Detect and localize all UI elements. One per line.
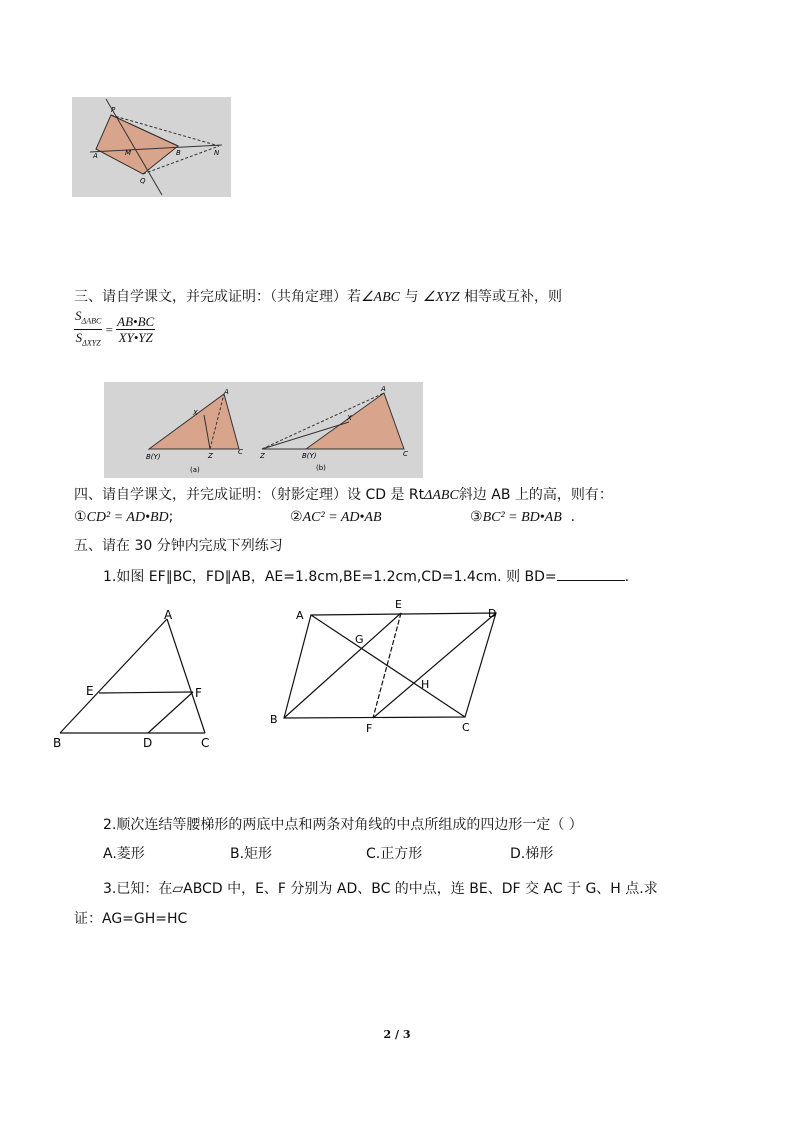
frac1-num: S bbox=[75, 308, 82, 323]
label-by-a: B(Y) bbox=[146, 453, 161, 461]
label-a: A bbox=[93, 152, 98, 160]
formula-2: AC² = AD•AB bbox=[302, 510, 382, 525]
figure-triangle-ef-fd bbox=[50, 606, 230, 750]
label-c: C bbox=[462, 721, 470, 734]
triangle-a bbox=[149, 394, 239, 449]
figure-quadrilateral-svg bbox=[72, 97, 231, 197]
parallelogram-abcd bbox=[284, 613, 496, 718]
figure-parallelogram bbox=[266, 596, 506, 740]
segment-fd bbox=[373, 613, 496, 718]
diagonal-ac bbox=[311, 615, 465, 717]
section4-text: 四、请自学课文，并完成证明：（射影定理）设 CD 是 Rt bbox=[74, 487, 425, 503]
label-q: Q bbox=[140, 177, 146, 185]
label-n: N bbox=[214, 149, 220, 157]
label-z-a: Z bbox=[208, 452, 213, 460]
label-a: A bbox=[164, 608, 173, 622]
item3-num: ③ bbox=[470, 509, 483, 525]
angle-abc: ∠ABC bbox=[361, 290, 400, 305]
label-d: D bbox=[143, 736, 153, 750]
frac1-den: S bbox=[75, 329, 83, 345]
question-3-line1: 3.已知：在▱ABCD 中，E、F 分别为 AD、BC 的中点，连 BE、DF 交 AC 于 G、H 点.求 bbox=[103, 881, 658, 897]
label-z-b: Z bbox=[260, 452, 265, 460]
question-2: 2.顺次连结等腰梯形的两底中点和两条对角线的中点所组成的四边形一定（ ） bbox=[103, 817, 583, 833]
item1-sep: ; bbox=[168, 509, 174, 525]
figure-shared-angle-svg bbox=[104, 382, 423, 478]
triangle-b bbox=[306, 393, 404, 449]
option-b[interactable]: B.矩形 bbox=[230, 846, 273, 862]
item1-num: ① bbox=[74, 509, 87, 525]
caption-a: (a) bbox=[190, 466, 200, 474]
section3-line bbox=[74, 288, 562, 307]
label-f: F bbox=[195, 686, 202, 700]
side-ab bbox=[60, 619, 167, 733]
label-b: B bbox=[53, 736, 62, 750]
figure-shared-angle-photo bbox=[104, 382, 423, 478]
right-triangle-abc: ΔABC bbox=[424, 488, 459, 503]
option-a[interactable]: A.菱形 bbox=[103, 846, 145, 862]
question-1-text: 1.如图 EF∥BC，FD∥AB，AE=1.8cm,BE=1.2cm,CD=1.4cm. 则 BD= bbox=[103, 569, 557, 585]
area-ratio-fraction bbox=[74, 309, 102, 351]
sides-ratio-fraction bbox=[116, 315, 155, 346]
label-h: H bbox=[421, 678, 430, 691]
quadrilateral-shape bbox=[96, 115, 178, 174]
answer-blank[interactable] bbox=[557, 566, 625, 581]
section4-text2: 斜边 AB 上的高，则有： bbox=[458, 487, 613, 503]
section4-line bbox=[74, 486, 613, 505]
figure-quadrilateral-photo bbox=[72, 97, 231, 197]
item3-end: . bbox=[570, 509, 576, 525]
label-p: P bbox=[111, 106, 116, 114]
item2-num: ② bbox=[290, 509, 303, 525]
page-number: 2 / 3 bbox=[383, 1028, 411, 1041]
section5-title: 五、请在 30 分钟内完成下列练习 bbox=[74, 538, 283, 554]
formula-3: BC² = BD•AB bbox=[482, 510, 562, 525]
label-a-b: A bbox=[381, 385, 386, 393]
label-e: E bbox=[86, 684, 94, 698]
label-c: C bbox=[201, 736, 210, 750]
section3-connector: 与 bbox=[404, 289, 419, 305]
formula-3-wrap bbox=[470, 508, 575, 527]
label-x-a: X bbox=[193, 409, 198, 417]
question-2-options bbox=[103, 845, 663, 863]
shared-angle-formula bbox=[74, 309, 155, 351]
question-3-line2: 证：AG=GH=HC bbox=[74, 911, 188, 927]
frac2-num: AB•BC bbox=[117, 313, 155, 329]
section3-text-after: 相等或互补，则 bbox=[464, 289, 563, 305]
frac2-den: XY•YZ bbox=[118, 329, 153, 345]
side-ac bbox=[167, 619, 205, 733]
label-a: A bbox=[296, 609, 304, 622]
formula-equals: = bbox=[105, 322, 113, 338]
question-1 bbox=[103, 566, 629, 586]
label-e: E bbox=[395, 598, 402, 611]
formula-1: CD² = AD•BD bbox=[86, 510, 169, 525]
segment-be bbox=[284, 613, 401, 718]
formula-2-wrap bbox=[290, 508, 382, 527]
label-d: D bbox=[488, 607, 497, 620]
label-m: M bbox=[125, 149, 132, 157]
frac1-num-sub: ΔABC bbox=[81, 316, 102, 326]
label-a-a: A bbox=[224, 388, 229, 396]
section3-text-before: 三、请自学课文，并完成证明：（共角定理）若 bbox=[74, 289, 361, 305]
label-by-b: B(Y) bbox=[302, 452, 317, 460]
segment-ef bbox=[99, 692, 193, 693]
option-c[interactable]: C.正方形 bbox=[366, 846, 423, 862]
question-1-end: . bbox=[624, 569, 630, 585]
label-x-b: X bbox=[347, 414, 352, 422]
projection-formulas bbox=[74, 508, 694, 527]
label-c-b: C bbox=[403, 450, 408, 458]
label-c-a: C bbox=[238, 448, 243, 456]
option-d[interactable]: D.梯形 bbox=[510, 846, 554, 862]
label-b: B bbox=[270, 713, 278, 726]
label-g: G bbox=[355, 633, 364, 646]
label-b: B bbox=[176, 149, 181, 157]
frac1-den-sub: ΔXYZ bbox=[82, 338, 101, 348]
label-f: F bbox=[366, 722, 373, 735]
segment-fd bbox=[148, 692, 193, 733]
caption-b: (b) bbox=[316, 464, 326, 472]
angle-xyz: ∠XYZ bbox=[422, 290, 460, 305]
